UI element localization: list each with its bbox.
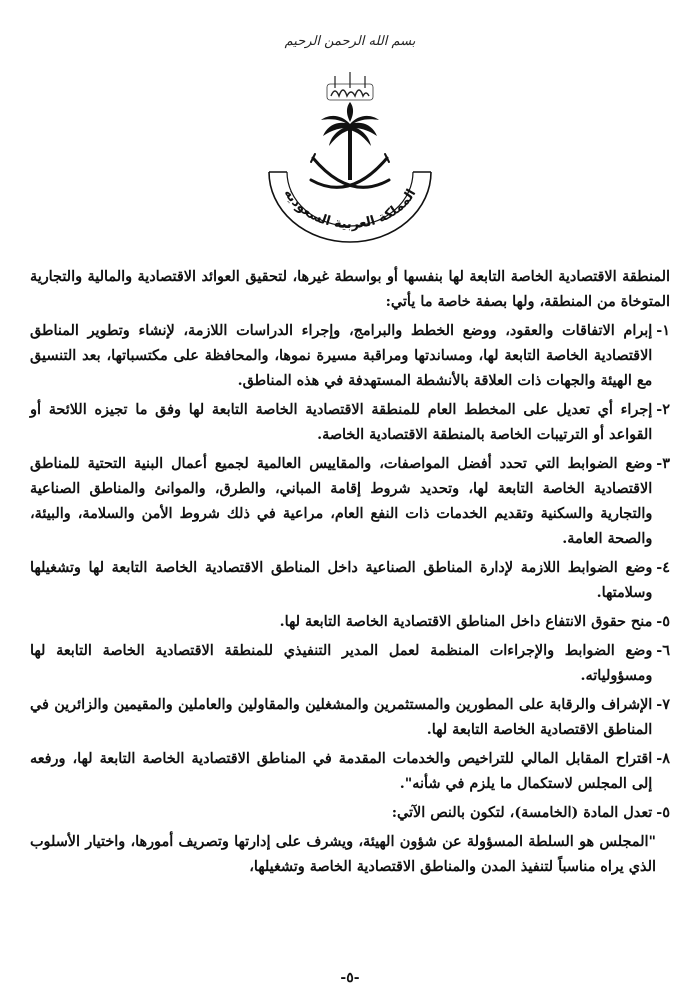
item-number: ٢- <box>656 401 670 418</box>
palm-tree-icon <box>321 102 379 180</box>
item-number: ٤- <box>656 559 670 576</box>
intro-paragraph: المنطقة الاقتصادية الخاصة التابعة لها بنفسها أو بواسطة غيرها، لتحقيق العوائد الاقتصادية والمالية والتجارية المتوخاة من المنطقة، ولها بصفة خاصة ما يأتي: <box>30 268 670 310</box>
page-number: -٥- <box>340 970 360 986</box>
section-heading <box>30 800 670 825</box>
item-text: إبرام الاتفاقات والعقود، ووضع الخطط والبرامج، وإجراء الدراسات اللازمة، لإنشاء وتطوير المناطق الاقتصادية الخاصة التابعة لها، ومساندتها ومراقبة مسيرة نموها، والمحافظة على مكتسباتها، بعد التنسيق مع الهيئة والجهات ذات العلاقة بالأنشطة المستهدفة في هذه المناطق. <box>30 322 653 389</box>
list-item <box>30 746 670 796</box>
section-number: ٥- <box>656 804 670 821</box>
item-text: وضع الضوابط والإجراءات المنظمة لعمل المدير التنفيذي للمنطقة الاقتصادية الخاصة التابعة لها ومسؤولياته. <box>30 642 653 684</box>
list-item <box>30 638 670 688</box>
list-item <box>30 397 670 447</box>
svg-text:المملكة العربية السعودية: المملكة العربية السعودية <box>280 186 420 233</box>
item-number: ٨- <box>656 750 670 767</box>
item-text: إجراء أي تعديل على المخطط العام للمنطقة الاقتصادية الخاصة التابعة لها وفق ما تجيزه اللائحة أو القواعد أو الترتيبات الخاصة بالمنطقة الاقتصادية الخاصة. <box>30 401 653 443</box>
document-body <box>30 264 670 879</box>
country-name-banner <box>269 172 431 242</box>
item-number: ٦- <box>656 642 670 659</box>
item-text: الإشراف والرقابة على المطورين والمستثمرين والمشغلين والمقاولين والعاملين والمقيمين والزائرين في المناطق الاقتصادية الخاصة التابعة لها. <box>30 696 653 738</box>
basmala: بسم الله الرحمن الرحيم <box>284 34 416 49</box>
item-number: ٥- <box>656 613 670 630</box>
list-item <box>30 555 670 605</box>
item-text: منح حقوق الانتفاع داخل المناطق الاقتصادية الخاصة التابعة لها. <box>279 613 653 630</box>
item-text: وضع الضوابط التي تحدد أفضل المواصفات، والمقاييس العالمية لجميع أعمال البنية التحتية للمناطق الاقتصادية الخاصة التابعة لها، وتحديد شروط إقامة المباني، والطرق، والموانئ والمناطق الصناعية والتجارية والسكنية وتقديم الخدمات ذات النفع العام، مراعية في ذلك شروط الأمن والسلامة، والبيئة، والصحة العامة. <box>30 455 653 547</box>
list-item <box>30 692 670 742</box>
saudi-emblem-logo <box>255 62 445 252</box>
item-number: ٣- <box>656 455 670 472</box>
section-text: تعدل المادة (الخامسة)، لتكون بالنص الآتي: <box>391 804 653 821</box>
list-item <box>30 318 670 393</box>
item-number: ١- <box>656 322 670 339</box>
quoted-article-text: "المجلس هو السلطة المسؤولة عن شؤون الهيئة، ويشرف على إدارتها وتصريف أمورها، واختيار الأسلوب الذي يراه مناسباً لتنفيذ المدن والمناطق الاقتصادية الخاصة وتشغيلها، <box>30 833 656 875</box>
list-item <box>30 451 670 551</box>
item-text: اقتراح المقابل المالي للتراخيص والخدمات المقدمة في المناطق الاقتصادية الخاصة التابعة لها، ورفعه إلى المجلس لاستكمال ما يلزم في شأنه". <box>30 750 653 792</box>
item-text: وضع الضوابط اللازمة لإدارة المناطق الصناعية داخل المناطق الاقتصادية الخاصة التابعة لها وتشغيلها وسلامتها. <box>30 559 653 601</box>
shahada-calligraphy <box>327 72 373 100</box>
list-item <box>30 609 670 634</box>
item-number: ٧- <box>656 696 670 713</box>
